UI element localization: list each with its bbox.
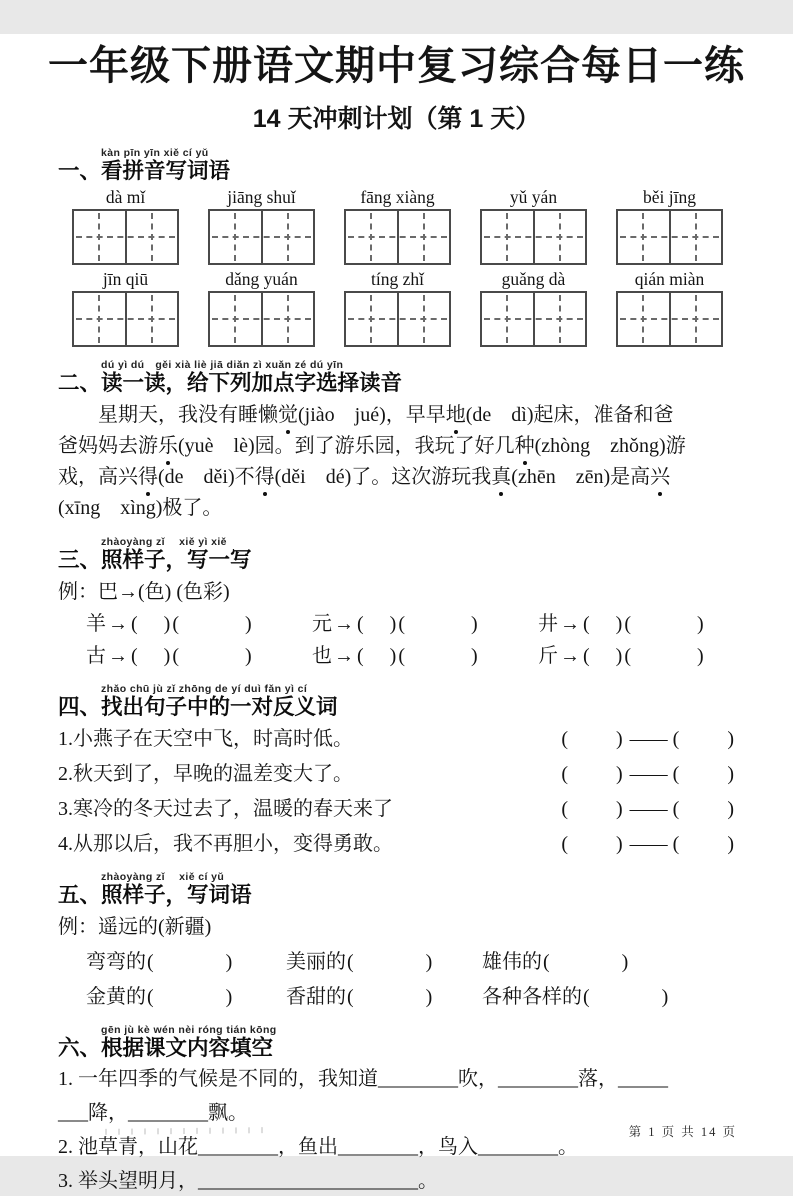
writing-grid-cell bbox=[671, 211, 722, 263]
page-subtitle: 14 天冲刺计划（第 1 天） bbox=[252, 105, 541, 133]
writing-grid-cell bbox=[482, 211, 535, 263]
writing-grid-box bbox=[208, 291, 315, 347]
section5-heading bbox=[58, 871, 735, 907]
section2-number: 二、 bbox=[58, 371, 102, 396]
answer-blank bbox=[355, 967, 425, 968]
answer-blank bbox=[180, 629, 244, 630]
writing-grid-cell bbox=[535, 293, 586, 345]
section2-heading-pinyin: dú yì dú gěi xià liè jiā diǎn zì xuǎn zé dú yīn bbox=[101, 359, 344, 372]
section1-number: 一、 bbox=[58, 159, 102, 183]
section3-heading-pinyin: zhàoyàng zǐ xiě yì xiě bbox=[101, 536, 227, 549]
page-title: 一年级下册语文期中复习综合每日一练 bbox=[48, 44, 745, 88]
word-build-item: 斤 → ( ) ( ) bbox=[538, 645, 704, 668]
writing-grid-cell bbox=[74, 293, 127, 345]
answer-blank bbox=[139, 629, 163, 630]
section1-heading bbox=[58, 147, 735, 183]
writing-grid-box bbox=[72, 209, 179, 265]
answer-blank bbox=[406, 661, 470, 662]
section3-number: 三、 bbox=[58, 548, 102, 573]
reading-passage bbox=[58, 400, 735, 524]
page-number: 第 1 页 共 14 页 bbox=[628, 1125, 737, 1139]
writing-grid-cell bbox=[399, 293, 450, 345]
writing-grid-box bbox=[344, 291, 451, 347]
antonym-item bbox=[58, 830, 735, 859]
pinyin-word-item bbox=[616, 185, 723, 265]
antonym-sentence: 3.寒冷的冬天过去了，温暖的春天来了 bbox=[58, 798, 393, 821]
writing-grid-cell bbox=[210, 293, 263, 345]
section3-heading bbox=[58, 536, 735, 572]
answer-blank bbox=[551, 967, 621, 968]
section6-title: 根据课文内容填空 bbox=[101, 1036, 274, 1061]
answer-blank bbox=[569, 814, 615, 815]
phrase-item: 香甜的( ) bbox=[286, 986, 433, 1009]
fill-blank-line: 1. 一年四季的气候是不同的，我知道________吹，________落，_____ bbox=[58, 1068, 668, 1091]
dotted-character: 地 bbox=[446, 400, 466, 431]
antonym-answer: ( ) —— ( ) bbox=[561, 798, 734, 821]
writing-grid-box bbox=[480, 209, 587, 265]
antonym-item bbox=[58, 725, 735, 754]
pinyin-word-item bbox=[208, 185, 315, 265]
dotted-character: 觉 bbox=[278, 400, 298, 431]
arrow-icon: → bbox=[560, 613, 580, 636]
pinyin-word-label: dà mǐ bbox=[105, 187, 146, 208]
writing-grid-box bbox=[208, 209, 315, 265]
pinyin-word-label: běi jīng bbox=[643, 187, 696, 208]
answer-blank bbox=[680, 849, 726, 850]
writing-grid-cell bbox=[535, 211, 586, 263]
answer-blank bbox=[632, 661, 696, 662]
section1-title: 看拼音写词语 bbox=[101, 159, 231, 183]
answer-blank bbox=[406, 629, 470, 630]
answer-blank bbox=[569, 744, 615, 745]
answer-blank bbox=[680, 779, 726, 780]
antonym-answer: ( ) —— ( ) bbox=[561, 833, 734, 856]
dash-separator: —— bbox=[629, 728, 666, 751]
section4-heading bbox=[58, 683, 735, 719]
worksheet-page bbox=[0, 34, 793, 1193]
answer-blank bbox=[365, 661, 389, 662]
answer-blank bbox=[139, 661, 163, 662]
writing-grid-cell bbox=[263, 211, 314, 263]
dotted-character: 得 bbox=[138, 462, 158, 493]
antonym-sentence: 2.秋天到了，早晚的温差变大了。 bbox=[58, 763, 353, 786]
paragraph-line: (xīng xìng)极了。 bbox=[58, 497, 223, 520]
word-build-item: 井 → ( ) ( ) bbox=[538, 613, 704, 636]
answer-blank bbox=[632, 629, 696, 630]
pinyin-word-label: qián miàn bbox=[634, 269, 705, 290]
section1-heading-pinyin: kàn pīn yīn xiě cí yǔ bbox=[101, 147, 209, 159]
paragraph-line: 爸妈妈去游乐(yuè lè)园。到了游乐园，我玩了好几种(zhòng zhǒng)游 bbox=[58, 431, 735, 462]
word-build-item: 也 → ( ) ( ) bbox=[312, 645, 478, 668]
writing-grid-cell bbox=[346, 211, 399, 263]
fill-blank-line: ___降，________飘。 bbox=[58, 1102, 248, 1125]
worksheet-content bbox=[0, 147, 793, 1196]
antonym-item bbox=[58, 795, 735, 824]
answer-blank bbox=[569, 779, 615, 780]
paragraph-line: 戏，高兴得(de děi)不得(děi dé)了。这次游玩我真(zhēn zēn)是高兴 bbox=[58, 462, 735, 493]
writing-grid-cell bbox=[263, 293, 314, 345]
word-build-item: 元 → ( ) ( ) bbox=[312, 613, 478, 636]
grid-row bbox=[72, 267, 723, 347]
fill-blank-line: 3. 举头望明月，______________________。 bbox=[58, 1170, 438, 1193]
section6-heading bbox=[58, 1024, 735, 1060]
pinyin-word-item bbox=[480, 185, 587, 265]
writing-grid-box bbox=[616, 291, 723, 347]
pinyin-word-item bbox=[72, 267, 179, 347]
arrow-icon: → bbox=[108, 645, 128, 668]
writing-grid-cell bbox=[127, 293, 178, 345]
section5-example: 例：遥远的(新疆) bbox=[58, 916, 212, 939]
arrow-icon: → bbox=[334, 645, 354, 668]
answer-blank bbox=[591, 629, 615, 630]
phrase-row bbox=[86, 983, 735, 1012]
writing-grid-cell bbox=[210, 211, 263, 263]
section4-items bbox=[58, 725, 735, 859]
phrase-item: 雄伟的( ) bbox=[482, 951, 629, 974]
antonym-answer: ( ) —— ( ) bbox=[561, 763, 734, 786]
writing-grid-cell bbox=[482, 293, 535, 345]
pinyin-word-item bbox=[72, 185, 179, 265]
pinyin-word-label: jīn qiū bbox=[102, 269, 149, 290]
antonym-item bbox=[58, 760, 735, 789]
word-build-item: 古 → ( ) ( ) bbox=[86, 645, 252, 668]
pinyin-word-item bbox=[344, 185, 451, 265]
paragraph-line: 星期天，我没有睡懒觉(jiào jué)，早早地(de dì)起床，准备和爸 bbox=[58, 400, 735, 431]
dotted-character: 兴 bbox=[650, 462, 670, 493]
dotted-character: 乐 bbox=[158, 431, 178, 462]
grid-row bbox=[72, 185, 723, 265]
pinyin-word-label: fāng xiàng bbox=[360, 187, 435, 208]
section5-rows bbox=[58, 948, 735, 1012]
dash-separator: —— bbox=[629, 833, 666, 856]
answer-blank bbox=[591, 1002, 661, 1003]
answer-blank bbox=[355, 1002, 425, 1003]
pinyin-word-label: guǎng dà bbox=[501, 269, 566, 290]
section5-title: 照样子，写词语 bbox=[101, 883, 252, 908]
answer-blank bbox=[680, 814, 726, 815]
answer-blank bbox=[180, 661, 244, 662]
section5-heading-pinyin: zhàoyàng zǐ xiě cí yǔ bbox=[101, 871, 225, 884]
section3-title: 照样子，写一写 bbox=[101, 548, 252, 573]
arrow-icon: → bbox=[560, 645, 580, 668]
writing-grid-box bbox=[480, 291, 587, 347]
pinyin-word-item bbox=[344, 267, 451, 347]
pinyin-word-item bbox=[480, 267, 587, 347]
writing-grid-cell bbox=[127, 211, 178, 263]
dash-separator: —— bbox=[629, 763, 666, 786]
word-build-row bbox=[86, 642, 735, 671]
dotted-character: 得 bbox=[255, 462, 275, 493]
section5-number: 五、 bbox=[58, 883, 102, 908]
answer-blank bbox=[155, 1002, 225, 1003]
section4-number: 四、 bbox=[58, 695, 102, 720]
answer-blank bbox=[365, 629, 389, 630]
answer-blank bbox=[591, 661, 615, 662]
section4-title: 找出句子中的一对反义词 bbox=[101, 695, 338, 720]
antonym-sentence: 1.小燕子在天空中飞，时高时低。 bbox=[58, 728, 353, 751]
writing-grid-cell bbox=[346, 293, 399, 345]
pinyin-word-item bbox=[616, 267, 723, 347]
pinyin-word-label: dǎng yuán bbox=[225, 269, 298, 290]
section6-number: 六、 bbox=[58, 1036, 102, 1061]
dash-separator: —— bbox=[629, 798, 666, 821]
writing-grid-box bbox=[344, 209, 451, 265]
writing-grid-cell bbox=[618, 293, 671, 345]
section3-rows bbox=[58, 610, 735, 671]
section2-title: 读一读，给下列加点字选择读音 bbox=[101, 371, 403, 396]
dotted-character: 种 bbox=[515, 431, 535, 462]
section2-heading bbox=[58, 359, 735, 395]
word-build-row bbox=[86, 610, 735, 639]
pinyin-word-label: yǔ yán bbox=[509, 187, 558, 208]
phrase-row bbox=[86, 948, 735, 977]
writing-grid-cell bbox=[618, 211, 671, 263]
phrase-item: 金黄的( ) bbox=[86, 986, 233, 1009]
phrase-item: 各种各样的( ) bbox=[482, 986, 669, 1009]
antonym-sentence: 4.从那以后，我不再胆小，变得勇敢。 bbox=[58, 833, 393, 856]
answer-blank bbox=[680, 744, 726, 745]
writing-grid-box bbox=[72, 291, 179, 347]
phrase-item: 弯弯的( ) bbox=[86, 951, 233, 974]
phrase-item: 美丽的( ) bbox=[286, 951, 433, 974]
arrow-icon: → bbox=[334, 613, 354, 636]
writing-grid-cell bbox=[399, 211, 450, 263]
section3-example: 例：巴→(色) (色彩) bbox=[58, 581, 230, 604]
section4-heading-pinyin: zhǎo chū jù zǐ zhōng de yí duì fǎn yì cí bbox=[101, 683, 308, 696]
pinyin-word-label: jiāng shuǐ bbox=[227, 187, 296, 208]
pinyin-word-item bbox=[208, 267, 315, 347]
antonym-answer: ( ) —— ( ) bbox=[561, 728, 734, 751]
section6-heading-pinyin: gēn jù kè wén nèi róng tián kōng bbox=[101, 1024, 277, 1037]
pinyin-grid-rows bbox=[72, 185, 723, 347]
answer-blank bbox=[155, 967, 225, 968]
fill-blank-line: 2. 池草青，山花________，鱼出________，鸟入________。 bbox=[58, 1136, 578, 1159]
writing-grid-cell bbox=[671, 293, 722, 345]
writing-grid-cell bbox=[74, 211, 127, 263]
word-build-item: 羊 → ( ) ( ) bbox=[86, 613, 252, 636]
pinyin-word-label: tíng zhǐ bbox=[371, 269, 424, 290]
arrow-icon: → bbox=[108, 613, 128, 636]
dotted-character: 真 bbox=[491, 462, 511, 493]
answer-blank bbox=[569, 849, 615, 850]
writing-grid-box bbox=[616, 209, 723, 265]
